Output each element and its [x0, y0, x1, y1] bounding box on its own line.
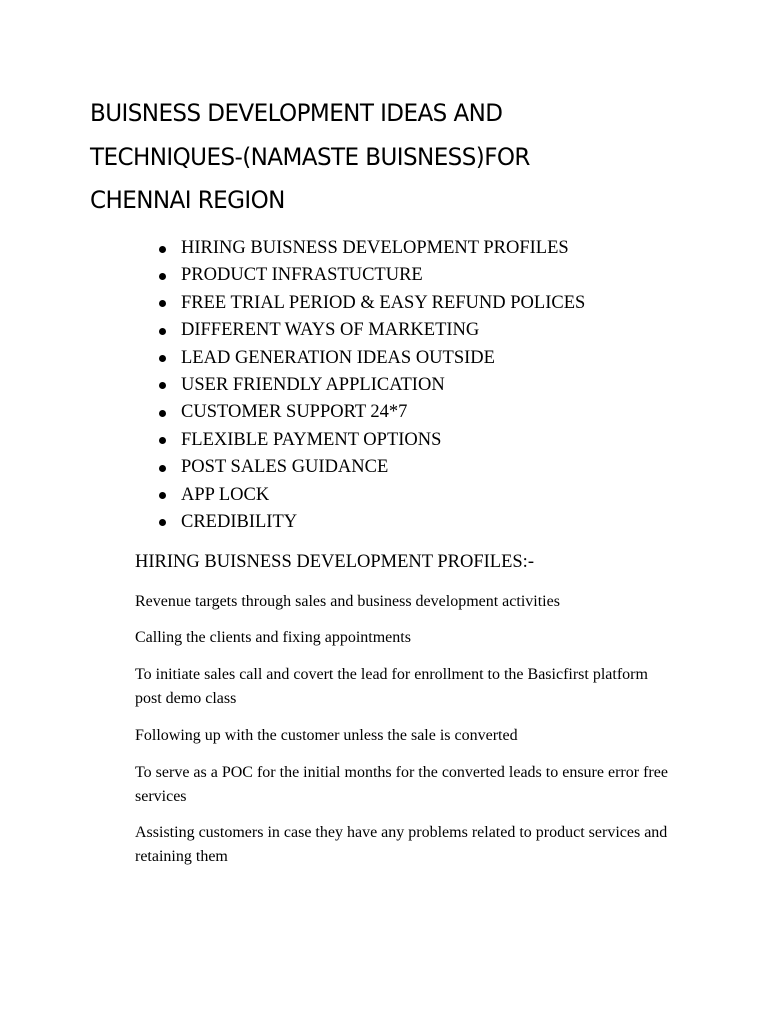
bullet-text: CREDIBILITY — [181, 511, 298, 532]
paragraph: Following up with the customer unless the sale is converted — [135, 727, 518, 744]
bullet-item — [181, 235, 585, 262]
bullet-dot-icon — [159, 246, 166, 253]
bullet-dot-icon — [159, 328, 166, 335]
bullet-text: PRODUCT INFRASTUCTURE — [181, 265, 423, 286]
bullet-item — [181, 372, 585, 399]
bullet-dot-icon — [159, 437, 166, 444]
bullet-item — [181, 399, 585, 426]
bullet-text: USER FRIENDLY APPLICATION — [181, 374, 445, 395]
bullet-dot-icon — [159, 519, 166, 526]
bullet-dot-icon — [159, 273, 166, 280]
bullet-dot-icon — [159, 465, 166, 472]
section-heading: HIRING BUISNESS DEVELOPMENT PROFILES:- — [135, 552, 534, 572]
bullet-dot-icon — [159, 410, 166, 417]
bullet-item — [181, 509, 585, 536]
bullet-text: FLEXIBLE PAYMENT OPTIONS — [181, 429, 442, 450]
paragraph: Assisting customers in case they have any problems related to product services and retaining them — [135, 824, 668, 865]
bullet-dot-icon — [159, 382, 166, 389]
bullet-item — [181, 290, 585, 317]
bullet-text: APP LOCK — [181, 484, 270, 505]
bullet-text: HIRING BUISNESS DEVELOPMENT PROFILES — [181, 238, 569, 258]
paragraph: Revenue targets through sales and business development activities — [135, 593, 560, 610]
bullet-dot-icon — [159, 355, 166, 362]
bullet-item — [181, 482, 585, 509]
bullet-list — [181, 235, 585, 536]
bullet-item — [181, 317, 585, 344]
bullet-dot-icon — [159, 492, 166, 499]
paragraph: Calling the clients and fixing appointments — [135, 629, 411, 646]
bullet-text: LEAD GENERATION IDEAS OUTSIDE — [181, 347, 495, 368]
bullet-text: CUSTOMER SUPPORT 24*7 — [181, 402, 408, 423]
bullet-text: DIFFERENT WAYS OF MARKETING — [181, 320, 480, 341]
document-title: BUISNESS DEVELOPMENT IDEAS AND TECHNIQUES-(NAMASTE BUISNESS)FOR CHENNAI REGION — [90, 99, 530, 214]
bullet-dot-icon — [159, 300, 166, 307]
paragraph: To initiate sales call and covert the lead for enrollment to the Basicfirst platform post demo class — [135, 666, 648, 707]
bullet-text: POST SALES GUIDANCE — [181, 457, 389, 478]
bullet-item — [181, 454, 585, 481]
paragraph: To serve as a POC for the initial months for the converted leads to ensure error free services — [135, 764, 668, 805]
bullet-text: FREE TRIAL PERIOD & EASY REFUND POLICES — [181, 292, 586, 313]
bullet-item — [181, 427, 585, 454]
bullet-item — [181, 345, 585, 372]
bullet-item — [181, 262, 585, 289]
